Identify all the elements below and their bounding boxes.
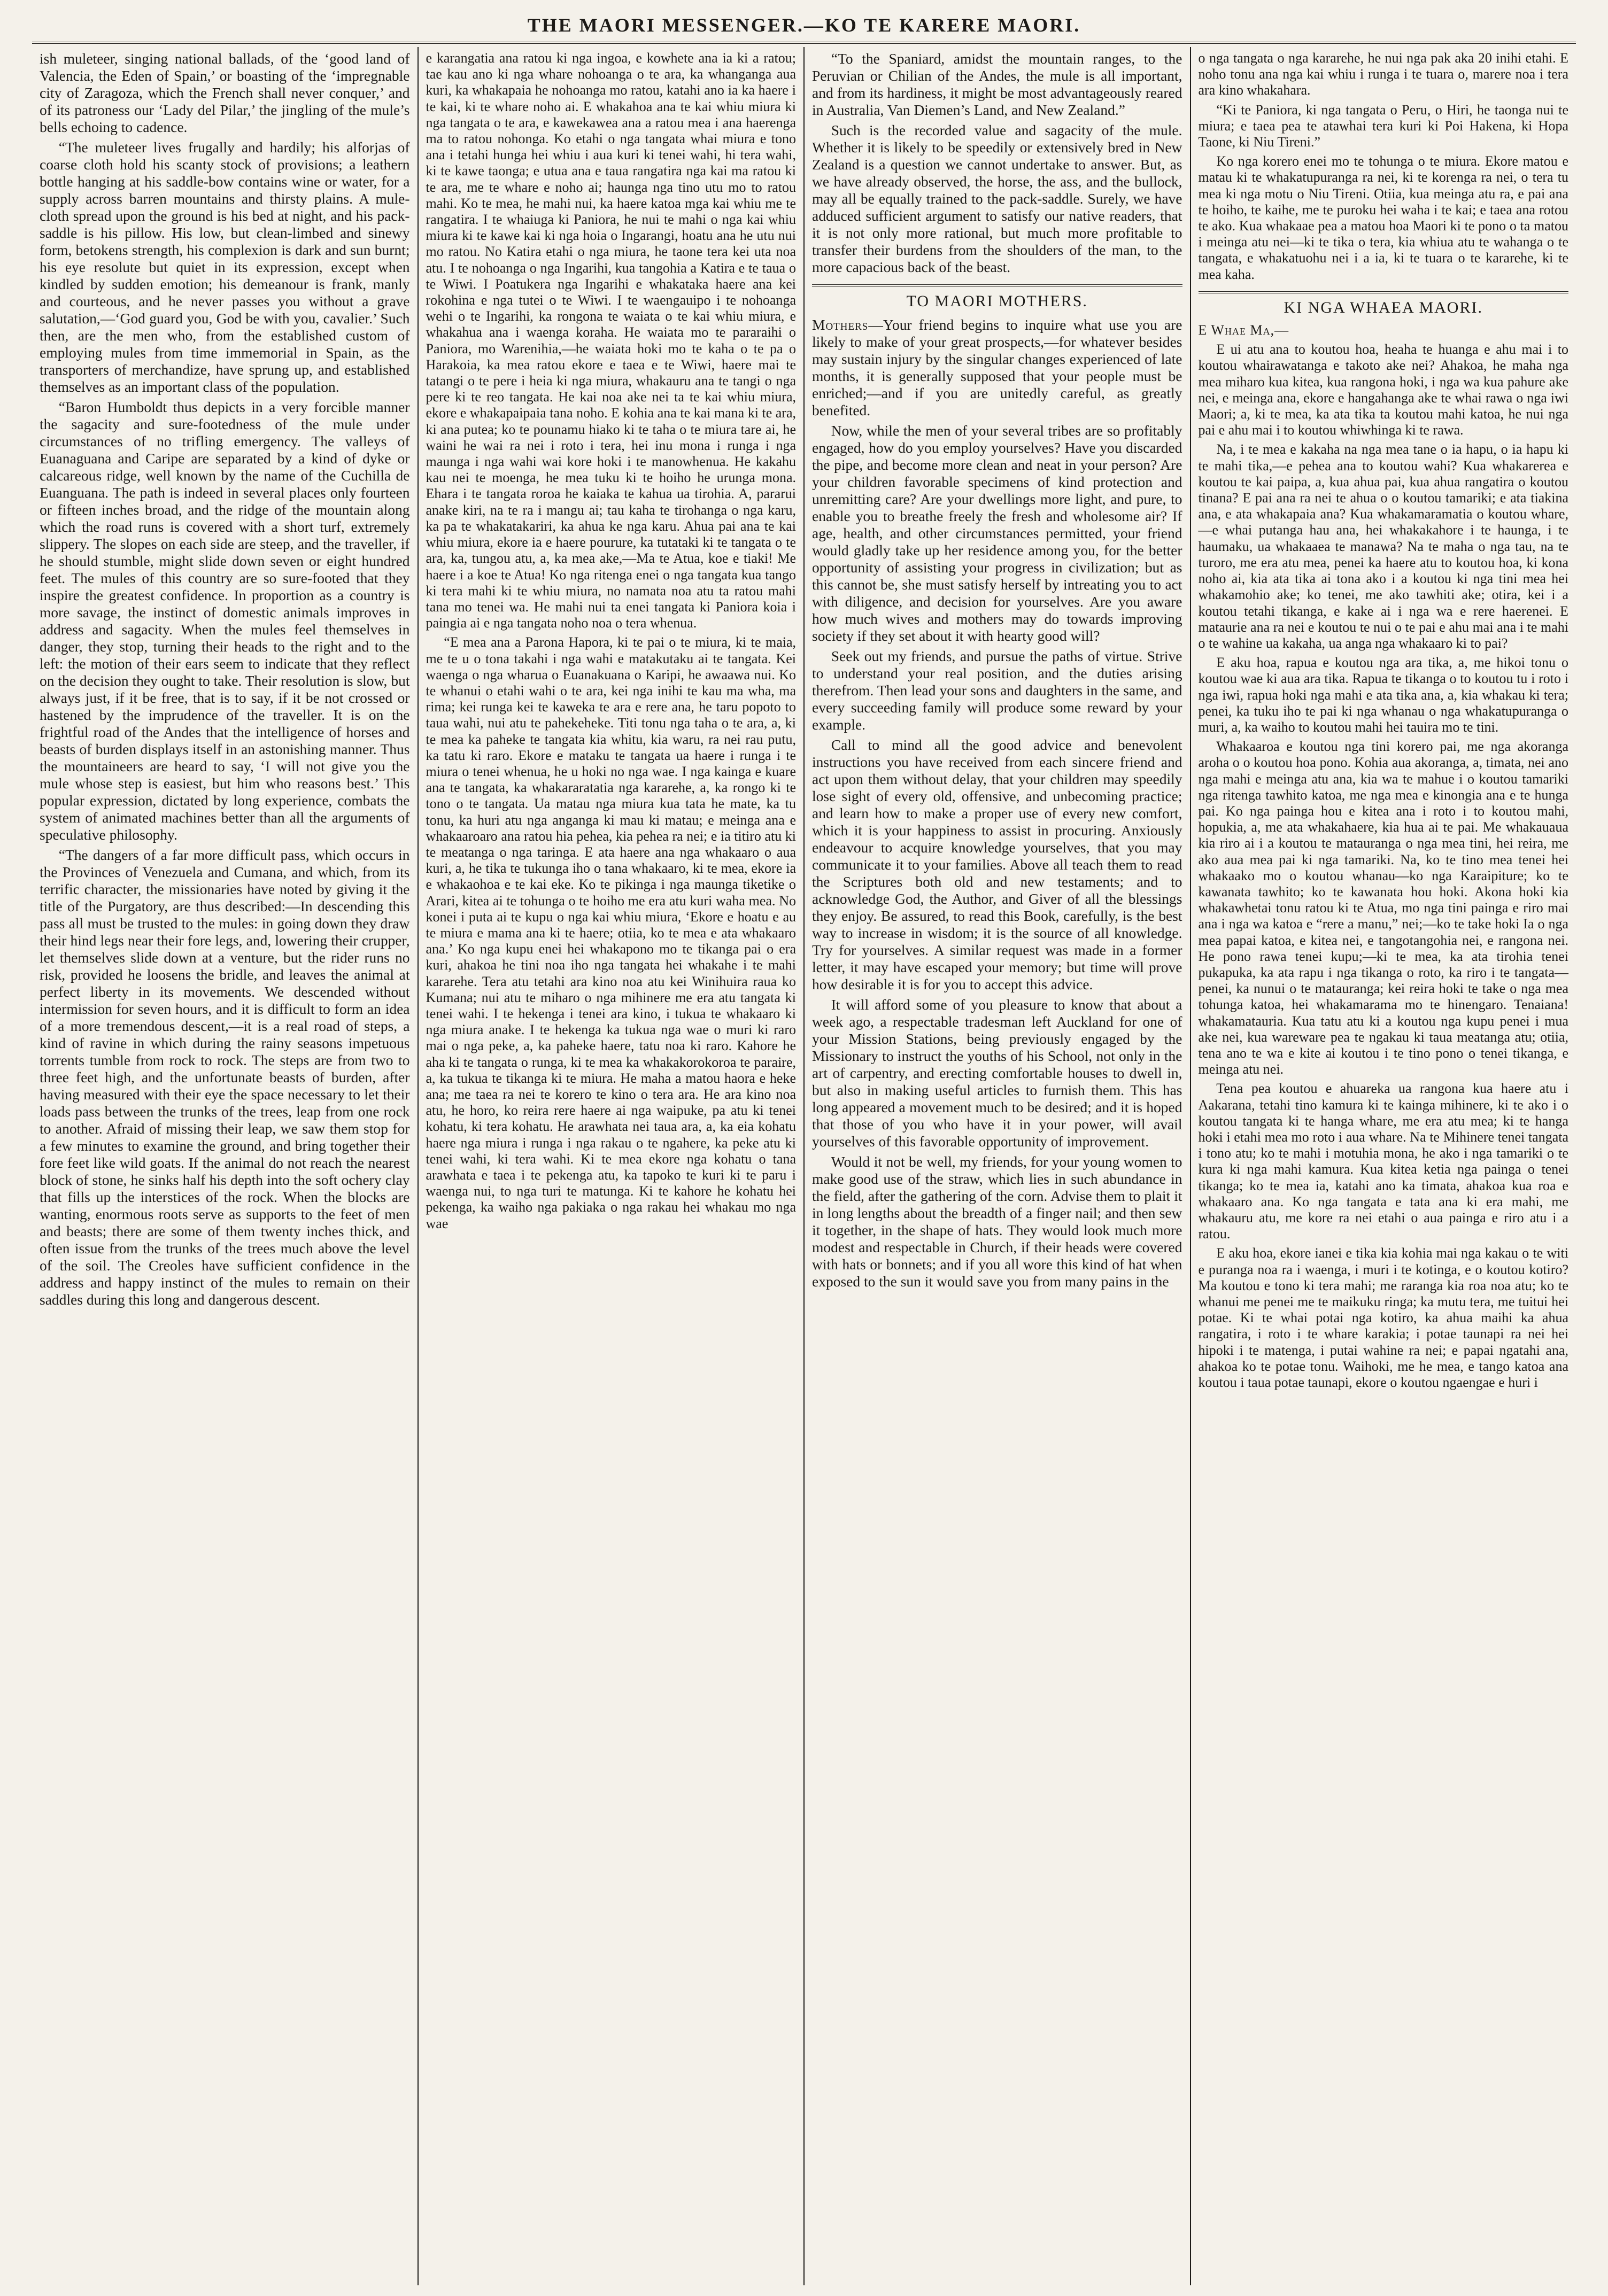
paragraph: E aku hoa, rapua e koutou nga ara tika, a, me hikoi tonu o koutou wae ki aua ara tika. Rapua te tikanga o to koutou tu i roto i nga iwi, rapua hoki nga mahi e ata tika ana, a, kia whakau ki tera; penei, ka tuku iho te pai ki nga whanau o nga whakatupuranga o muri, a, ka waiho to koutou mahi hei tauira mo te tini. <box>1198 655 1568 735</box>
paragraph: “The muleteer lives frugally and hardily; his alforjas of coarse cloth hold his scanty stock of provisions; a leathern bottle hanging at his saddle-bow contains wine or water, for a supply across barren mountains and thirsty plains. A mule-cloth spread upon the ground is his bed at night, and his pack-saddle is his pillow. His low, but clean-limbed and sinewy form, betokens strength, his complexion is dark and sun burnt; his eye resolute but quiet in its expression, except when kindled by sudden emotion; his demeanour is frank, manly and courteous, and he never passes you without a grave salutation,—‘God guard you, God be with you, cavalier.’ Such then, are the men who, from the established custom of employing mules from time immemorial in Spain, as the transporters of merchandize, have sprung up, and established themselves as an important class of the population. <box>40 139 410 395</box>
paragraph-text: —Your friend begins to inquire what use you are likely to make of your great prospects,—for whatever besides may sustain injury by the singular changes experienced of late months, it is generally supposed that your people must be enriched;—and if you are unitedly careful, as greatly benefited. <box>812 316 1182 418</box>
paragraph: Seek out my friends, and pursue the paths of virtue. Strive to understand your real position, and the duties arising therefrom. Then lead your sons and daughters in the same, and every succeeding family will produce some reward by your example. <box>812 648 1182 733</box>
paragraph: “E mea ana a Parona Hapora, ki te pai o te miura, ki te maia, me te u o tona takahi i nga wahi e matakutaku ai te tangata. Kei waenga o nga wharua o Euanakuana o Karipi, he awaawa nui. Ko te whanui o etahi wahi o te ara, kei nga inihi te kau ma wha, ma rima; kei runga kei te kaweka te ara e rere ana, he taru popoto to taua wahi, nui atu te pahekeheke. Titi tonu nga taha o te ara, a, ki te mea ka paheke te tangata kia whitu, kia waru, ra nei rau putu, ka tatu ki raro. Ekore e mataku te tangata ua haere i runga i te miura o tenei whenua, he u hoki no nga wae. I nga kainga e kuare ana te tangata, ka whakararatatia nga kararehe, a, ka rongo ki te tono o te tangata. Ua matau nga miura kua tata he mate, ka tu tonu, ka huri atu nga anganga ki mau ki matau; e meinga ana e whakaaroaro ana ratou hia pehea, kia pehea ra nei; e ia titiro atu ki te meatanga o nga taringa. E ata haere ana nga whakaaro o aua kuri, a, he tika te tukunga iho o tana whakaaro, ki te mea, ekore ia e whakaohoa e te kai eke. Ko te pikinga i nga maunga tiketike o Arari, kitea ai te tohunga o te hoiho me era atu kuri waha mea. No konei i puta ai te kupu o nga kai whiu miura, ‘Ekore e hoatu e au te miura e mama ana ki te haere; otiia, ko te mea e ata whakaaro ana.’ Ko nga kupu enei hei whakapono mo te tikanga pai o era kuri, ahakoa he tini noa iho nga tangata hei whakahe i te mahi kararehe. Tera atu tetahi ara kino noa atu kei Winihuira raua ko Kumana; nui atu te miharo o nga mihinere me era atu tangata ki tenei wahi. I te hekenga i tenei ara kino, i tukua te whakaaro ki nga miura anake. I te hekenga ka tukua nga wae o muri ki raro mai o nga peke, a, ka paheke haere, tatu noa ki raro. Kahore he aha ki te tangata o runga, ki te mea ka whakakorokoroa te paraire, a, ka tukua te tikanga ki te miura. He maha a matou haora e heke ana; me taea ra nei te korero te kino o tera ara. He ara kino noa atu, he horo, ko reira rere haere ai nga waipuke, pa atu ki tenei kohatu, ki tera kohatu. He arawhata nei taua ara, a, ka eia kohatu haere nga miura i runga i nga rakau o te ngahere, ka peke atu ki tenei wahi, ki tera wahi. Ki te mea ekore nga kohatu o tana arawhata e taea i te pekenga atu, ka tapoko te kuri ki te paru i waenga nui, to nga turi te matunga. Ki te kahore he kohatu hei pekenga, ka waiho nga pakiaka o nga rakau hei whakau mo nga wae <box>426 634 796 1231</box>
column-1 <box>32 47 419 2285</box>
section-heading: KI NGA WHAEA MAORI. <box>1284 298 1483 316</box>
paragraph <box>812 316 1182 419</box>
column-2 <box>419 47 805 2285</box>
paragraph: E aku hoa, ekore ianei e tika kia kohia mai nga kakau o te witi e puranga noa ra i waenga, i muri i te kotinga, e o koutou kotiro? Ma koutou e tono ki tera mahi; me raranga kia roa noa atu; ko te whanui me penei me te maikuku ringa; ka mutu tera, me tuitui hei potae. Ki te whai potai nga kotiro, ka ahua maihi ka ahua rangatira, i roto i te whare karakia; i potae taunapi ra nei hei hipoki i te matenga, i putai wahine ra nei; e papai ngatahi ana, ahakoa ko te potae tonu. Waihoki, me he mea, e tango katoa ana koutou i taua potae taunapi, ekore o koutou ngaengae e huri i <box>1198 1245 1568 1391</box>
paragraph: Na, i te mea e kakaha na nga mea tane o ia hapu, o ia hapu ki te mahi tika,—e pehea ana to koutou wahi? Kua whakarerea e koutou te kai paipa, a, kua ahua pai, kua ahua rangatira o koutou tinana? E pai ana ra nei te ahua o o koutou tamariki; e ata tiakina ana, e ata whakapaia ana? Kua whakamaramatia o koutou whare,—e whai putanga hau ana, hei whakakahore i te haunga, i te haumaku, ua whakaaea te manawa? Na te maha o nga tau, na te turoro, me era atu mea, penei ka haere atu to koutou hoa, ki kona noho ai, kia ata tika ai tona ako i a koutou ki nga tini mea hei whakamohio ake; ko tenei, me ako tawhiti ake; otira, kei i a koutou tetahi tikanga, e kake ai i nga wa e rere haerenei. E mataurie ana ra nei e koutou te nui o te pai e ahu mai ana i te mahi o te wahine ua kakaha, ua anga nga whakaaro ki to pai? <box>1198 441 1568 651</box>
paragraph: It will afford some of you pleasure to know that about a week ago, a respectable tradesman left Auckland for one of your Mission Stations, being previously engaged by the Missionary to instruct the youths of his School, not only in the art of carpentry, and erecting comfortable houses to dwell in, but also in making useful articles to furnish them. This has long appeared a movement much to be desired; and it is hoped that those of you who have it in your power, will avail yourselves of this favorable opportunity of improvement. <box>812 996 1182 1150</box>
paragraph: Now, while the men of your several tribes are so profitably engaged, how do you employ yourselves? Have you discarded the pipe, and become more clean and neat in your person? Are your children favorable specimens of kind protection and unremitting care? Are your dwellings more light, and pure, to enable you to breathe freely the fresh and wholesome air? If age, health, and other circumstances permitted, your friend would gladly take up her residence among you, for the better opportunity of assisting your progress in civilization; but as this cannot be, she must satisfy herself by intreating you to act with diligence, and decision for yourselves. Are you aware how much wives and mothers may do towards improving society if they set about it with hearty good will? <box>812 422 1182 644</box>
columns <box>32 47 1576 2285</box>
section-heading: TO MAORI MOTHERS. <box>906 292 1088 310</box>
paragraph: “To the Spaniard, amidst the mountain ranges, to the Peruvian or Chilian of the Andes, the mule is all important, and from its hardiness, it might be most advantageously reared in Australia, Van Diemen’s Land, and New Zealand.” <box>812 50 1182 118</box>
paragraph: “Baron Humboldt thus depicts in a very forcible manner the sagacity and sure-footedness of the mule under circumstances of no trifling emergency. The valleys of Euanaguana and Caripe are separated by a kind of dyke or calcareous ridge, well known by the name of the Cuchilla de Euanguana. The path is indeed in several places only fourteen or fifteen inches broad, and the ridge of the mountain along which the road runs is covered with a short turf, extremely slippery. The slopes on each side are steep, and the traveller, if he should stumble, might slide down seven or eight hundred feet. The mules of this country are so sure-footed that they inspire the greatest confidence. In proportion as a country is more savage, the instinct of domestic animals improves in address and sagacity. When the mules feel themselves in danger, they stop, turning their heads to the right and to the left: the motion of their ears seem to indicate that they reflect on the decision they ought to take. Their resolution is slow, but always just, if it be free, that is to say, if it be not crossed or hastened by the imprudence of the traveller. It is on the frightful road of the Andes that the intelligence of horses and beasts of burden displays itself in an astonishing manner. Thus the mountaineers are heard to say, ‘I will not give you the mule whose step is easiest, but him who reasons best.’ This popular expression, dictated by long experience, combats the system of animated machines better than all the arguments of speculative philosophy. <box>40 399 410 843</box>
paragraph: Would it not be well, my friends, for your young women to make good use of the straw, which lies in such abundance in the field, after the gathering of the corn. Advise them to plait it in long lengths about the breadth of a finger nail; and then sew it together, in the shape of hats. They would look much more modest and respectable in Church, if their heads were covered with hats or bonnets; and if you all wore this kind of hat when exposed to the sun it would save you from many pains in the <box>812 1153 1182 1290</box>
paragraph: ish muleteer, singing national ballads, of the ‘good land of Valencia, the Eden of Spain,’ or boasting of the ‘impregnable city of Zaragoza, which the French shall never conquer,’ and of its patroness our ‘Lady del Pilar,’ the jingling of the mule’s bells echoing to cadence. <box>40 50 410 135</box>
salutation: Mothers <box>812 316 869 333</box>
salutation: E Whae Ma,— <box>1198 322 1289 338</box>
paragraph: Call to mind all the good advice and benevolent instructions you have received from each sincere friend and act upon them without delay, that your children may speedily lose sight of every old, offensive, and unbecoming practice; and learn how to make a proper use of every new comfort, which it is your happiness to assist in procuring. Anxiously endeavour to acquire knowledge yourselves, that you may communicate it to your families. Above all teach them to read the Scriptures both old and new testaments; and to acknowledge God, the Author, and Giver of all the blessings they enjoy. Be assured, to read this Book, carefully, is the best way to increase in wisdom; it is the source of all knowledge. Try for yourselves. A similar request was made in a former letter, it may have escaped your memory; but time will prove how desirable it is for you to accept this advice. <box>812 736 1182 992</box>
masthead: THE MAORI MESSENGER.—KO TE KARERE MAORI. <box>32 10 1576 44</box>
column-4 <box>1191 47 1576 2285</box>
paragraph: Whakaaroa e koutou nga tini korero pai, me nga akoranga aroha o o koutou hoa pono. Kohia aua akoranga, a, timata, nei ano nga mahi e meinga atu ana, kia wa te mahue i o koutou tamariki nga ritenga tawhito katoa, me nga mea e kinongia ana e te hunga pai. Ko nga painga hou e kitea ana i roto i to koutou mahi, hopukia, a, me ata whakahaere, kia hua ai te pai. Me whakauaua kia riro ai i a koutou te matauranga o nga mea tini, hei reira, me ako aua mea pai ki nga tamariki. Na, ko te tino mea tenei hei whakaako mo o koutou whanau—ko nga Karaipiture; ko te kawanata tawhito; ko te kawanata hou hoki. Akona hoki kia whakawhetai tonu ratou ki te Atua, mo nga tini painga e riro mai ana i nga wa katoa e “rere a manu,” nei;—ko te take hoki Ia o nga mea papai katoa, e kitea nei, e tangotangohia nei, e rangona nei. He pono rawa tenei kupu;—ki te mea, ka ata tirohia tenei pukapuka, ka ata rapu i nga tikanga o roto, ka riro i te tangata—penei, ka nunui o te matauranga; kei reira hoki te take o nga mea tohunga katoa, hei whakamarama mo te hinengaro. Tenaiana! whakamatauria. Kua tatu atu ki a koutou nga kupu penei i mua ake nei, kua wareware pea te ngakau ki taua meatanga atu; otiia, tena ano te wa e kite ai koutou i te tino pono o tenei tikanga, e meinga atu nei. <box>1198 739 1568 1077</box>
paragraph: o nga tangata o nga kararehe, he nui nga pak aka 20 inihi etahi. E noho tonu ana nga kai whiu i runga i te tuara o, marere noa i tera ara kino whakahara. <box>1198 50 1568 98</box>
section-divider <box>812 284 1182 286</box>
paragraph: Such is the recorded value and sagacity of the mule. Whether it is likely to be speedily or extensively bred in New Zealand is a question we cannot undertake to answer. But, as we have already observed, the horse, the ass, and the bullock, may all be equally trained to the pack-saddle. Surely, we have adduced sufficient argument to satisfy our native readers, that it is not only more rational, but much more profitable to transfer their burdens from the shoulders of the man, to the more capacious back of the beast. <box>812 122 1182 275</box>
paragraph: Tena pea koutou e ahuareka ua rangona kua haere atu i Aakarana, tetahi tino kamura ki te kainga mihinere, ki te ako i o koutou tangata ki te hanga whare, me era atu mea; ki te hanga hoki i etahi mea mo roto i aua whare. Na te Mihinere tenei tangata i tono atu; ko te mahi i motuhia mona, he ako i nga tamariki o te kura ki nga mahi kamura. Kua kitea ketia nga painga o tenei tikanga; ko te mea ia, katahi ano ka timata, ahakoa kua roa e whakaaro ana. Ko nga tangata e tata ana ki era mahi, me whakauru atu, me kore ra nei etahi o aua painga e riro atu i a ratou. <box>1198 1081 1568 1242</box>
paragraph: Ko nga korero enei mo te tohunga o te miura. Ekore matou e matau ki te whakatupuranga ra nei, ki te korenga ra nei, o tera tu mea ki nga motu o Niu Tireni. Otiia, kua meinga atu ra, e pai ana te hoiho, te kaihe, me te puroku hei waha i te kai; e taea ana rotou te ako. Kua whakaae pea a matou hoa Maori ki te pono o ta matou i meinga atu nei—ki te tika o tera, kia whiua atu te wahanga o te tangata, e whakatuohu nei i a ia, ki te tuara o te kararehe, ki te mea kaha. <box>1198 153 1568 282</box>
section-divider <box>1199 291 1569 293</box>
column-3 <box>805 47 1191 2285</box>
paragraph: “Ki te Paniora, ki nga tangata o Peru, o Hiri, he taonga nui te miura; e taea pea te atawhai tera kuri ki Poi Hakena, ki Hopa Taone, ki Niu Tireni.” <box>1198 102 1568 150</box>
paragraph: e karangatia ana ratou ki nga ingoa, e kowhete ana ia ki a ratou; tae kau ano ki nga whare nohoanga o te ara, ka whanganga aua kuri, ka whakapaia he nohoanga mo ratou, katahi ano ia ka haere i te kai, ki te whare noho ai. E whakahoa ana te kai whiu miura ki nga tangata o te ara, e kawekawea ana a ratou mea i ana haerenga ma to ratou nohonga. Ko etahi o nga tangata whai miura e tono ana i tetahi hunga hei whiu i aua kuri ki tenei wahi, hi tera wahi, ki te kawe taonga; e utua ana e taua rangatira nga kai ma ratou ki te ara, me te whare e noho ai; haunga nga tino utu mo to ratou mahi. Ko te mea, he mahi nui, ka haere katoa mga kai whiu me te rangatira. I te whaiuga ki Paniora, he nui te mahi o nga kai whiu miura ki te kawe kai ki nga hoia o Ingarangi, hoatu ana he utu nui mo ratou. No Katira etahi o nga miura, he taone tera kei uta noa atu. I te nohoanga o nga Ingarihi, kua tangohia a Katira e te taua o te Wiwi. I Poatukera nga Ingarihi e whakataka haere ana kei rokohina e nga tutei o te Wiwi. I te waengauipo i te nohoanga wehi o te Ingarihi, ka rongona te waiata o te kai whiu miura, e whakahua ana i waenga koraha. He waiata mo te pararaihi o Paniora, mo Warenihia,—he waiata hoki mo te kaha o te pa o Harakoia, ka mea ratou ekore e taea e te Wiwi, haere mai te tatangi o te pere i heia ki nga miura, whakauru ana te tangi o nga pere ki te reo tangata. He kai noa ake nei ta te kai whiu miura, ekore e whakapaipaia tana noho. E kohia ana te kai mana ki te ara, ki ana putea; ko te pounamu hiako ki te taha o te miura tare ai, he waini he wai ra nei i roto i tera, hei inu mona i runga i nga maunga i nga wahi wai kore hoki i te manowhenua. He kakahu kau nei te moenga, he mea tuku ki te hoiho he urunga mona. Ehara i te tangata roroa he kaiaka te kahua ua tirohia. A, pararui anake kiri, na te ra i mangu ai; tau kaha te tirohanga o nga karu, ka pa te whakatakariri, ka ahua ke nga karu. Ahua pai ana te kai whiu miura, ekore ia e haere pourure, ka tutataki ki te tangata o te ara, ka, tungou atu, a, ka mea ake,—Ma te Atua, koe e tiaki! Me haere i a koe te Atua! Ko nga ritenga enei o nga tangata kua tango ki tera mahi ki te whiu miura, no namata noa atu ta ratou mahi tana mo tenei wa. He mahi nui ta enei tangata ki Paniora koia i paingia ai e nga tangata noho noa o tera whenua. <box>426 50 796 631</box>
paragraph: E ui atu ana to koutou hoa, heaha te huanga e ahu mai i to koutou whairawatanga e takoto ake nei? Ahakoa, he maha nga mea miharo kua kitea, kua rangona hoki, i nga wa kua pahure ake nei, e meinga ana, ekore e hangahanga ake te whai rawa o nga iwi Maori; a, ki te mea, ka ata tika ta koutou mahi katoa, he nui nga pai e ahu mai i to koutou whiwhinga ki te rawa. <box>1198 342 1568 438</box>
paragraph: “The dangers of a far more difficult pass, which occurs in the Provinces of Venezuela and Cumana, and which, from its terrific character, the missionaries have noted by giving it the title of the Purgatory, are thus described:—In descending this pass all must be trusted to the mules: in going down they draw their hind legs near their fore legs, and, lowering their crupper, let themselves slide down at a venture, but the rider runs no risk, provided he loosens the bridle, and leaves the animal at perfect liberty in its movements. We descended without intermission for seven hours, and it is difficult to form an idea of a more tremendous descent,—it is a real road of steps, a kind of ravine in which during the rainy seasons impetuous torrents tumble from rock to rock. The steps are from two to three feet high, and the unfortunate beasts of burden, after having measured with their eye the space necessary to let their loads pass between the trunks of the trees, leap from one rock to another. Afraid of missing their leap, we saw them stop for a few minutes to examine the ground, and bring together their fore feet like wild goats. If the animal do not reach the nearest block of stone, he sinks half his depth into the soft ochery clay that fills up the interstices of the rock. When the blocks are wanting, enormous roots serve as supports to the feet of men and beasts; there are some of them twenty inches thick, and often issue from the trunks of the trees much above the level of the soil. The Creoles have sufficient confidence in the address and happy instinct of the mules to remain on their saddles during this long and dangerous descent. <box>40 847 410 1308</box>
